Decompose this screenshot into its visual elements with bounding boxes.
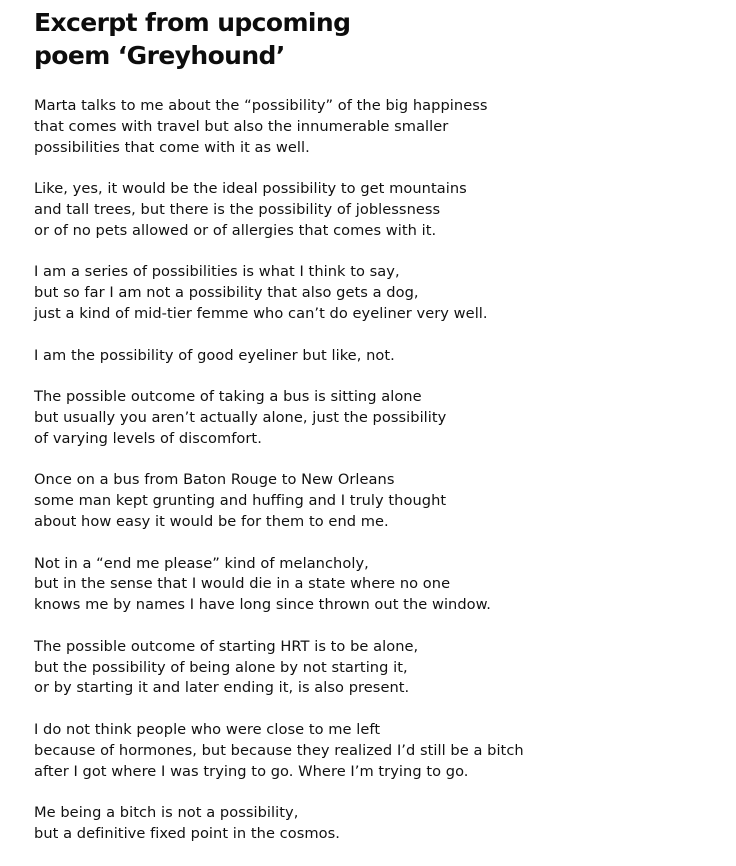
document-title [34,6,724,72]
poem-line: some man kept grunting and huffing and I truly thought [34,492,447,510]
title-line: poem ‘Greyhound’ [34,41,285,70]
document-page [34,6,724,865]
poem-line: but a definitive fixed point in the cosmos. [34,824,340,842]
poem-line: I do not think people who were close to me left [34,720,381,738]
stanza [34,720,724,782]
poem-line: but usually you aren’t actually alone, just the possibility [34,408,447,426]
poem-line: Not in a “end me please” kind of melancholy, [34,554,369,572]
stanza [34,803,724,845]
poem-line: about how easy it would be for them to end me. [34,512,389,530]
poem-line: that comes with travel but also the innumerable smaller [34,117,449,135]
poem-line: or of no pets allowed or of allergies that comes with it. [34,221,437,239]
poem-line: Like, yes, it would be the ideal possibility to get mountains [34,180,467,198]
poem-line: but in the sense that I would die in a state where no one [34,575,451,593]
poem-line: because of hormones, but because they realized I’d still be a bitch [34,741,524,759]
stanza [34,470,724,532]
stanza [34,262,724,324]
poem-line: or by starting it and later ending it, is also present. [34,679,410,697]
stanza [34,387,724,449]
title-line: Excerpt from upcoming [34,8,351,37]
poem-line: Once on a bus from Baton Rouge to New Orleans [34,471,395,489]
poem-line: The possible outcome of starting HRT is to be alone, [34,637,419,655]
stanza [34,346,724,367]
poem-line: but so far I am not a possibility that also gets a dog, [34,284,419,302]
poem-line: and tall trees, but there is the possibility of joblessness [34,200,441,218]
poem-line: just a kind of mid-tier femme who can’t do eyeliner very well. [34,304,488,322]
poem-line: I am a series of possibilities is what I think to say, [34,263,400,281]
poem-line: possibilities that come with it as well. [34,138,310,156]
poem-body [34,96,724,845]
stanza [34,637,724,699]
stanza [34,96,724,158]
poem-line: The possible outcome of taking a bus is sitting alone [34,388,422,406]
stanza [34,179,724,241]
poem-line: of varying levels of discomfort. [34,429,262,447]
poem-line: but the possibility of being alone by not starting it, [34,658,408,676]
stanza [34,554,724,616]
poem-line: I am the possibility of good eyeliner but like, not. [34,346,395,364]
poem-line: after I got where I was trying to go. Where I’m trying to go. [34,762,469,780]
poem-line: Marta talks to me about the “possibility” of the big happiness [34,97,488,114]
poem-line: knows me by names I have long since thrown out the window. [34,596,491,614]
poem-line: Me being a bitch is not a possibility, [34,804,299,822]
